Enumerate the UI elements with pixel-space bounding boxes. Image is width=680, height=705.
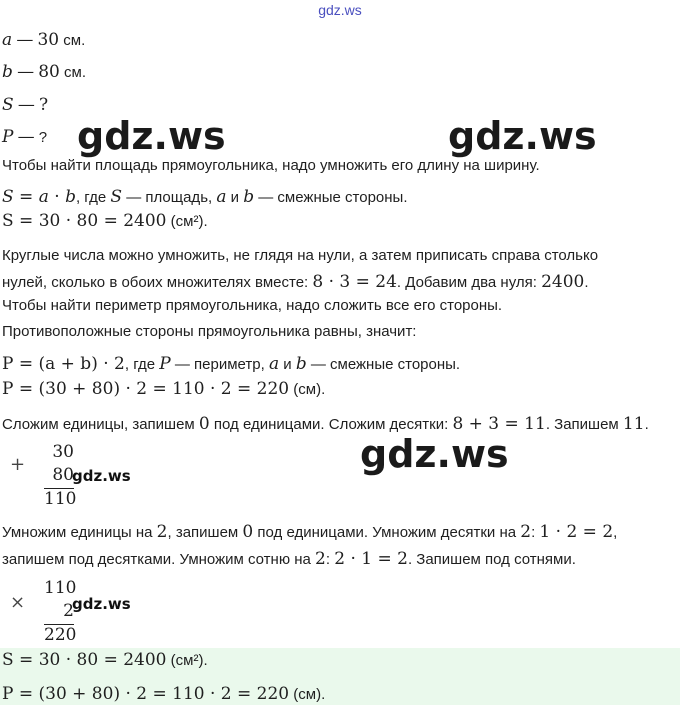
addition-explain: Сложим единицы, запишем 0 под единицами. Сложим десятки: 8 + 3 = 11. Запишем 11. [2, 414, 649, 434]
b-unit: см. [64, 64, 87, 81]
multiply-explain-1: Умножим единицы на 2, запишем 0 под единицами. Умножим десятки на 2: 1 · 2 = 2, [2, 522, 618, 542]
addend-bottom: 80 [52, 465, 74, 485]
round-line-2: нулей, сколько в обоих множителях вместе: 8 · 3 = 24. Добавим два нуля: 2400. [2, 272, 589, 292]
dash: — [17, 95, 35, 115]
area-calc: S = 30 · 80 = 2400 (см²). [2, 211, 208, 231]
a-unit: см. [63, 32, 86, 49]
var-p: P [2, 127, 14, 147]
a-value: 30 [37, 30, 60, 50]
answer-area: S = 30 · 80 = 2400 (см²). [2, 650, 208, 670]
given-a [2, 30, 85, 50]
addend-top: 30 [52, 442, 74, 462]
sum-result: 110 [44, 489, 77, 509]
watermark-large: gdz.ws [448, 114, 597, 158]
perimeter-formula: P = (a + b) · 2, где P — периметр, a и b — смежные стороны. [2, 354, 461, 374]
perimeter-calc: P = (30 + 80) · 2 = 110 · 2 = 220 (см). [2, 379, 326, 399]
watermark-top: gdz.ws [318, 2, 362, 18]
given-s [2, 95, 48, 115]
perimeter-intro: Чтобы найти периметр прямоугольника, надо сложить все его стороны. [2, 297, 503, 314]
var-s: S [2, 95, 14, 115]
watermark-small: gdz.ws [72, 467, 131, 485]
round-line-1: Круглые числа можно умножить, не глядя на нули, а затем приписать справа столько [2, 247, 599, 264]
watermark-large: gdz.ws [77, 114, 226, 158]
factor-bottom: 2 [63, 601, 74, 621]
var-b: b [2, 62, 13, 82]
dash: — [17, 62, 35, 82]
b-value: 80 [38, 62, 60, 82]
plus-sign: + [10, 454, 26, 475]
question-mark: ? [38, 129, 48, 146]
var-a: a [2, 30, 13, 50]
given-b [2, 62, 86, 82]
area-intro: Чтобы найти площадь прямоугольника, надо умножить его длину на ширину. [2, 157, 540, 174]
watermark-small: gdz.ws [72, 595, 131, 613]
dash: — [16, 30, 34, 50]
multiply-explain-2: запишем под десятками. Умножим сотню на 2: 2 · 1 = 2. Запишем под сотнями. [2, 549, 576, 569]
area-formula: S = a · b, где S — площадь, a и b — смежные стороны. [2, 187, 408, 207]
answer-perimeter: P = (30 + 80) · 2 = 110 · 2 = 220 (см). [2, 684, 326, 704]
given-p [2, 127, 47, 147]
product-result: 220 [44, 625, 77, 645]
times-sign: × [10, 592, 26, 613]
perimeter-opposite: Противоположные стороны прямоугольника равны, значит: [2, 323, 417, 340]
dash: — [17, 127, 35, 147]
watermark-large: gdz.ws [360, 432, 509, 476]
factor-top: 110 [44, 578, 77, 598]
question-mark: ? [39, 95, 49, 115]
